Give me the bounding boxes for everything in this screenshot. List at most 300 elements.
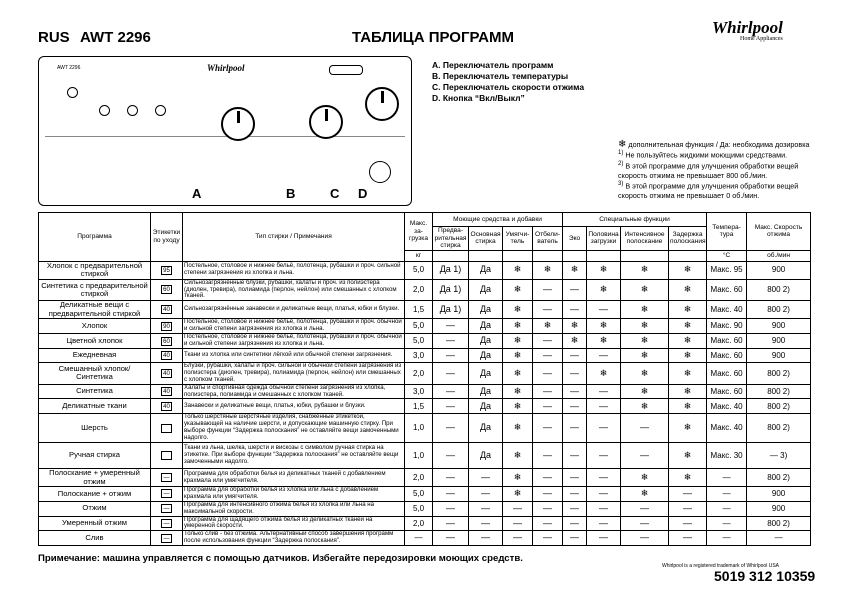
- option-cell: —: [563, 516, 587, 531]
- program-description: Постельное, столовое и нижнее бельё, полотенца, рубашки и проч. обычной и сильной степени загрязнения из хлопка и льна.: [183, 334, 405, 349]
- option-cell: ❄: [669, 443, 707, 469]
- option-cell: —: [433, 501, 469, 516]
- option-cell: —: [533, 414, 563, 443]
- option-cell: —: [469, 469, 503, 487]
- care-label-cell: [151, 384, 183, 399]
- option-cell: —: [533, 334, 563, 349]
- program-knob-icon: [221, 107, 255, 141]
- option-cell: —: [433, 384, 469, 399]
- option-cell: —: [533, 486, 563, 501]
- option-cell: —: [587, 384, 621, 399]
- spin-unit: об./мин: [747, 250, 811, 261]
- col-bleach: Отбели-ватель: [533, 227, 563, 251]
- col-load: Макс. за-грузка: [405, 213, 433, 251]
- option-cell: —: [533, 362, 563, 384]
- spin-speed: 800 2): [747, 279, 811, 301]
- program-description: Сильнозагрязнённые занавески и деликатные вещи, платья, юбки и блузки.: [183, 301, 405, 319]
- option-cell: —: [533, 501, 563, 516]
- col-prewash: Предва-рительная стирка: [433, 227, 469, 251]
- option-cell: —: [563, 384, 587, 399]
- care-label-cell: [151, 334, 183, 349]
- option-cell: ❄: [587, 362, 621, 384]
- option-cell: —: [433, 516, 469, 531]
- page-title: ТАБЛИЦА ПРОГРАММ: [352, 29, 514, 46]
- option-cell: —: [533, 301, 563, 319]
- program-name: Отжим: [39, 501, 151, 516]
- option-cell: ❄: [503, 399, 533, 414]
- note-3: В этой программе для улучшения обработки вещей скорость отжима не превышает 0 об./мин.: [618, 181, 799, 200]
- legend-item: B. Переключатель температуры: [432, 71, 569, 81]
- temperature: Макс. 95: [707, 261, 747, 279]
- temperature: Макс. 90: [707, 319, 747, 334]
- option-cell: —: [503, 501, 533, 516]
- label-b: B: [286, 186, 296, 201]
- panel-model: AWT 2296: [57, 65, 81, 71]
- option-cell: —: [433, 399, 469, 414]
- program-description: Халаты и спортивная одежда обычной степени загрязнения из хлопка, полиэстера, полиамида и смешанных с хлопком тканей.: [183, 384, 405, 399]
- max-load: 5,0: [405, 486, 433, 501]
- care-label-cell: [151, 469, 183, 487]
- option-cell: —: [469, 486, 503, 501]
- table-row: [39, 443, 811, 469]
- snowflake-icon: ❄: [618, 139, 627, 150]
- label-d: D: [358, 186, 368, 201]
- option-cell: ❄: [669, 414, 707, 443]
- max-load: 5,0: [405, 334, 433, 349]
- table-row: [39, 469, 811, 487]
- option-cell: ❄: [587, 279, 621, 301]
- program-description: Сильнозагрязнённые блузки, рубашки, халаты и проч. из полиэстера (диолен, тревира), полиамида (перлон, нейлон) или смешанных с хлопком тканей.: [183, 279, 405, 301]
- option-cell: —: [621, 531, 669, 546]
- care-label-cell: [151, 516, 183, 531]
- col-half-load: Половина загрузки: [587, 227, 621, 251]
- option-cell: Да: [469, 348, 503, 362]
- program-name: Цветной хлопок: [39, 334, 151, 349]
- table-row: [39, 362, 811, 384]
- option-cell: Да: [469, 319, 503, 334]
- option-cell: —: [433, 531, 469, 546]
- option-cell: ❄: [503, 486, 533, 501]
- spin-knob-icon: [365, 87, 399, 121]
- program-name: Деликатные вещи с предварительной стиркой: [39, 301, 151, 319]
- care-label-icon: 40: [161, 369, 172, 378]
- option-cell: —: [563, 301, 587, 319]
- option-cell: —: [533, 531, 563, 546]
- option-cell: —: [433, 469, 469, 487]
- option-cell: —: [433, 362, 469, 384]
- option-cell: Да: [469, 279, 503, 301]
- care-label-cell: [151, 319, 183, 334]
- option-cell: —: [563, 443, 587, 469]
- option-cell: —: [503, 516, 533, 531]
- option-cell: ❄: [563, 261, 587, 279]
- option-cell: —: [563, 399, 587, 414]
- option-cell: ❄: [621, 261, 669, 279]
- label-c: C: [330, 186, 340, 201]
- table-row: [39, 301, 811, 319]
- option-cell: Да 1): [433, 301, 469, 319]
- option-cell: —: [563, 469, 587, 487]
- footnotes: ❄ дополнительная функция / Да: необходима дозировка $^{1)}$ Не пользуйтесь жидкими моющими средствами. $^{2)}$ В этой программе для улучшения обработки вещей скорость отжима не превышает 800 об./мин. $^{3)}$ В этой программе для улучшения обработки вещей скорость отжима не превышает 0 об./мин.: [618, 139, 810, 200]
- option-cell: Да: [469, 334, 503, 349]
- option-cell: —: [433, 348, 469, 362]
- spin-speed: 900: [747, 348, 811, 362]
- temperature: —: [707, 516, 747, 531]
- max-load: 1,0: [405, 443, 433, 469]
- option-cell: ❄: [533, 319, 563, 334]
- program-description: Программа для обработки белья из деликатных тканей с добавлением крахмала или умягчителя.: [183, 469, 405, 487]
- spin-speed: 900: [747, 486, 811, 501]
- power-indicator-icon: [67, 87, 78, 98]
- option-cell: ❄: [669, 319, 707, 334]
- option-cell: ❄: [669, 348, 707, 362]
- option-cell: ❄: [669, 469, 707, 487]
- option-cell: —: [587, 414, 621, 443]
- program-name: Синтетика: [39, 384, 151, 399]
- max-load: 5,0: [405, 319, 433, 334]
- power-button-icon: [369, 161, 391, 183]
- option-cell: ❄: [669, 334, 707, 349]
- care-label-cell: [151, 531, 183, 546]
- spin-speed: 900: [747, 319, 811, 334]
- program-name: Ежедневная: [39, 348, 151, 362]
- care-label-icon: 90: [161, 322, 172, 331]
- care-label-cell: [151, 362, 183, 384]
- max-load: —: [405, 531, 433, 546]
- table-row: [39, 261, 811, 279]
- option-cell: —: [563, 348, 587, 362]
- care-label-icon: [161, 424, 172, 433]
- program-name: Умеренный отжим: [39, 516, 151, 531]
- care-label-icon: [161, 451, 172, 460]
- care-label-icon: 40: [161, 387, 172, 396]
- option-cell: —: [469, 516, 503, 531]
- col-rinse-hold: Задержка полоскания: [669, 227, 707, 251]
- option-cell: ❄: [503, 301, 533, 319]
- option-cell: —: [669, 486, 707, 501]
- option-cell: Да 1): [433, 279, 469, 301]
- option-cell: Да: [469, 301, 503, 319]
- option-cell: —: [587, 399, 621, 414]
- option-cell: —: [587, 516, 621, 531]
- care-label-cell: [151, 414, 183, 443]
- brand-logo: Whirlpool Home Appliances: [712, 18, 783, 42]
- program-name: Деликатные ткани: [39, 399, 151, 414]
- max-load: 1,5: [405, 301, 433, 319]
- option-cell: ❄: [503, 414, 533, 443]
- trademark: Whirlpool is a registered trademark of Whirlpool USA: [662, 563, 779, 569]
- option-cell: ❄: [669, 362, 707, 384]
- spin-speed: 800 2): [747, 384, 811, 399]
- option-cell: —: [587, 469, 621, 487]
- care-label-icon: —: [161, 489, 172, 498]
- option-cell: Да: [469, 414, 503, 443]
- legend-item: D. Кнопка “Вкл/Выкл”: [432, 93, 525, 103]
- care-label-icon: —: [161, 519, 172, 528]
- col-program: Программа: [39, 213, 151, 262]
- load-unit: кг: [405, 250, 433, 261]
- temperature: —: [707, 531, 747, 546]
- table-row: [39, 384, 811, 399]
- option-button-icon: [99, 105, 110, 116]
- option-cell: ❄: [587, 261, 621, 279]
- spin-speed: 800 2): [747, 469, 811, 487]
- care-label-icon: 40: [161, 402, 172, 411]
- option-cell: —: [533, 516, 563, 531]
- option-cell: ❄: [503, 261, 533, 279]
- spin-speed: 900: [747, 261, 811, 279]
- program-description: Ткани из льна, шелка, шерсти и вискозы с символом ручная стирка на этикетке. При выборе функции “Задержка полоскания” не оставляйте вещи замоченными надолго.: [183, 443, 405, 469]
- program-name: Ручная стирка: [39, 443, 151, 469]
- footer-note: Примечание: машина управляется с помощью датчиков. Избегайте передозировки моющих средств.: [38, 553, 523, 564]
- option-button-icon: [127, 105, 138, 116]
- legend-item: C. Переключатель скорости отжима: [432, 82, 585, 92]
- table-row: [39, 486, 811, 501]
- temperature: Макс. 40: [707, 301, 747, 319]
- option-cell: —: [669, 516, 707, 531]
- col-detergents: Моющие средства и добавки: [433, 213, 563, 227]
- program-name: Шерсть: [39, 414, 151, 443]
- care-label-icon: 40: [161, 351, 172, 360]
- option-cell: ❄: [621, 469, 669, 487]
- control-panel-illustration: [38, 56, 412, 206]
- temperature-knob-icon: [309, 105, 343, 139]
- panel-brand: Whirlpool: [207, 63, 245, 73]
- option-cell: Да: [469, 261, 503, 279]
- option-cell: ❄: [621, 334, 669, 349]
- option-cell: ❄: [621, 301, 669, 319]
- option-cell: ❄: [669, 261, 707, 279]
- option-cell: —: [563, 531, 587, 546]
- legend-item: A. Переключатель программ: [432, 60, 554, 70]
- program-name: Слив: [39, 531, 151, 546]
- temperature: Макс. 30: [707, 443, 747, 469]
- care-label-cell: [151, 486, 183, 501]
- temperature: Макс. 60: [707, 348, 747, 362]
- option-cell: ❄: [587, 334, 621, 349]
- temperature: Макс. 40: [707, 399, 747, 414]
- care-label-icon: 60: [161, 337, 172, 346]
- option-cell: ❄: [621, 348, 669, 362]
- spin-speed: 800 2): [747, 399, 811, 414]
- option-cell: —: [587, 531, 621, 546]
- program-name: Смешанный хлопок/ Синтетика: [39, 362, 151, 384]
- option-cell: —: [587, 301, 621, 319]
- note-star: дополнительная функция / Да: необходима дозировка: [628, 140, 810, 149]
- max-load: 5,0: [405, 501, 433, 516]
- care-label-icon: 60: [161, 285, 172, 294]
- care-label-cell: [151, 301, 183, 319]
- option-cell: —: [669, 531, 707, 546]
- max-load: 3,0: [405, 348, 433, 362]
- col-type: Тип стирки / Примечания: [183, 213, 405, 262]
- program-name: Хлопок с предварительной стиркой: [39, 261, 151, 279]
- program-name: Хлопок: [39, 319, 151, 334]
- option-cell: Да: [469, 443, 503, 469]
- program-description: Постельное, столовое и нижнее бельё, полотенца, рубашки и проч. сильной степени загрязнения из хлопка и льна.: [183, 261, 405, 279]
- option-cell: ❄: [503, 469, 533, 487]
- option-cell: ❄: [669, 279, 707, 301]
- option-cell: —: [563, 414, 587, 443]
- option-cell: —: [469, 501, 503, 516]
- temp-unit: °C: [707, 250, 747, 261]
- care-label-icon: —: [161, 534, 172, 543]
- option-cell: ❄: [503, 384, 533, 399]
- max-load: 2,0: [405, 516, 433, 531]
- care-label-cell: [151, 399, 183, 414]
- option-cell: —: [533, 443, 563, 469]
- col-spin: Макс. Скорость отжима: [747, 213, 811, 251]
- option-cell: ❄: [621, 384, 669, 399]
- note-1: Не пользуйтесь жидкими моющими средствами.: [625, 150, 788, 160]
- option-cell: ❄: [669, 301, 707, 319]
- program-table: [38, 212, 811, 546]
- option-button-icon: [155, 105, 166, 116]
- option-cell: Да: [469, 362, 503, 384]
- model-name: AWT 2296: [80, 29, 151, 46]
- program-description: Только слив - без отжима. Альтернативный способ завершения программ после использования функции “Задержка полоскания”.: [183, 531, 405, 546]
- max-load: 5,0: [405, 261, 433, 279]
- option-cell: —: [433, 334, 469, 349]
- option-cell: Да 1): [433, 261, 469, 279]
- max-load: 2,0: [405, 469, 433, 487]
- col-special: Специальные функции: [563, 213, 707, 227]
- spin-speed: — 3): [747, 443, 811, 469]
- option-cell: —: [587, 348, 621, 362]
- option-cell: —: [533, 399, 563, 414]
- max-load: 2,0: [405, 362, 433, 384]
- program-description: Занавески и деликатные вещи, платья, юбки, рубашки и блузки.: [183, 399, 405, 414]
- program-description: Блузки, рубашки, халаты и проч. сильной и обычной степени загрязнения из полиэстера (диолен, тревира), полиамида (перлон, нейлон) или смешанных с хлопком тканей.: [183, 362, 405, 384]
- option-cell: —: [563, 486, 587, 501]
- col-labels: Этикетки по уходу: [151, 213, 183, 262]
- option-cell: ❄: [621, 399, 669, 414]
- temperature: Макс. 60: [707, 334, 747, 349]
- col-intensive-rinse: Интенсивное полоскание: [621, 227, 669, 251]
- care-label-icon: 40: [161, 305, 172, 314]
- spin-speed: 900: [747, 501, 811, 516]
- option-cell: ❄: [563, 319, 587, 334]
- spin-speed: —: [747, 531, 811, 546]
- note-2: В этой программе для улучшения обработки вещей скорость отжима не превышает 800 об./мин.: [618, 161, 799, 180]
- option-cell: Да: [469, 399, 503, 414]
- program-name: Синтетика с предварительной стиркой: [39, 279, 151, 301]
- program-description: Программа для обработки белья из хлопка или льна с добавлением крахмала или умягчителя.: [183, 486, 405, 501]
- table-row: [39, 414, 811, 443]
- max-load: 1,5: [405, 399, 433, 414]
- option-cell: —: [533, 384, 563, 399]
- option-cell: ❄: [503, 348, 533, 362]
- option-cell: —: [433, 414, 469, 443]
- temperature: —: [707, 486, 747, 501]
- option-cell: ❄: [621, 362, 669, 384]
- option-cell: —: [563, 279, 587, 301]
- care-label-cell: [151, 348, 183, 362]
- table-row: [39, 348, 811, 362]
- option-cell: ❄: [621, 279, 669, 301]
- option-cell: —: [533, 279, 563, 301]
- control-legend: [432, 60, 584, 104]
- option-cell: —: [533, 469, 563, 487]
- spin-speed: 800 2): [747, 301, 811, 319]
- max-load: 1,0: [405, 414, 433, 443]
- option-cell: —: [587, 486, 621, 501]
- temperature: Макс. 60: [707, 384, 747, 399]
- temperature: Макс. 40: [707, 414, 747, 443]
- option-cell: —: [533, 348, 563, 362]
- care-label-icon: 95: [161, 266, 172, 275]
- col-softener: Умягчи-тель: [503, 227, 533, 251]
- care-label-icon: —: [161, 473, 172, 482]
- option-cell: ❄: [533, 261, 563, 279]
- option-cell: —: [587, 443, 621, 469]
- option-cell: —: [621, 516, 669, 531]
- max-load: 3,0: [405, 384, 433, 399]
- option-cell: ❄: [587, 319, 621, 334]
- table-row: [39, 399, 811, 414]
- lang-code: RUS: [38, 29, 70, 46]
- care-label-cell: [151, 279, 183, 301]
- temperature: Макс. 60: [707, 362, 747, 384]
- table-row: [39, 334, 811, 349]
- option-cell: —: [433, 486, 469, 501]
- care-label-cell: [151, 501, 183, 516]
- program-description: Программа для интенсивного отжима белья из хлопка или льна на максимальной скорости.: [183, 501, 405, 516]
- option-cell: ❄: [503, 334, 533, 349]
- option-cell: —: [563, 362, 587, 384]
- option-cell: Да: [469, 384, 503, 399]
- option-cell: —: [433, 319, 469, 334]
- table-row: [39, 516, 811, 531]
- care-label-cell: [151, 443, 183, 469]
- option-cell: —: [621, 414, 669, 443]
- care-label-icon: —: [161, 504, 172, 513]
- program-description: Ткани из хлопка или синтетики лёгкой или обычной степени загрязнения.: [183, 348, 405, 362]
- option-cell: —: [469, 531, 503, 546]
- temperature: Макс. 60: [707, 279, 747, 301]
- program-name: Полоскание + умеренный отжим: [39, 469, 151, 487]
- option-cell: ❄: [669, 384, 707, 399]
- col-mainwash: Основная стирка: [469, 227, 503, 251]
- option-cell: —: [503, 531, 533, 546]
- option-cell: ❄: [621, 486, 669, 501]
- table-row: [39, 531, 811, 546]
- temperature: —: [707, 501, 747, 516]
- program-description: Программа для щадящего отжима белья из деликатных тканей на умеренной скорости.: [183, 516, 405, 531]
- option-cell: —: [669, 501, 707, 516]
- option-cell: —: [621, 443, 669, 469]
- option-cell: ❄: [503, 279, 533, 301]
- program-description: Постельное, столовое и нижнее бельё, полотенца, рубашки и проч. обычной и сильной степени загрязнения из хлопка и льна.: [183, 319, 405, 334]
- option-cell: ❄: [503, 319, 533, 334]
- table-row: [39, 501, 811, 516]
- spin-speed: 900: [747, 334, 811, 349]
- option-cell: ❄: [563, 334, 587, 349]
- col-eco: Эко: [563, 227, 587, 251]
- spin-speed: 800 2): [747, 516, 811, 531]
- table-row: [39, 279, 811, 301]
- care-label-cell: [151, 261, 183, 279]
- program-description: Только шерстяные шерстяные изделия, снабжённые этикеткой, указывающей на наличие шерсти, и допускающие машинную стирку. При выборе функции “Задержка полоскания” не оставляйте вещи замоченными надолго.: [183, 414, 405, 443]
- program-name: Полоскание + отжим: [39, 486, 151, 501]
- option-cell: ❄: [621, 319, 669, 334]
- max-load: 2,0: [405, 279, 433, 301]
- option-cell: ❄: [669, 399, 707, 414]
- temperature: —: [707, 469, 747, 487]
- option-cell: —: [587, 501, 621, 516]
- option-cell: ❄: [503, 443, 533, 469]
- option-cell: —: [621, 501, 669, 516]
